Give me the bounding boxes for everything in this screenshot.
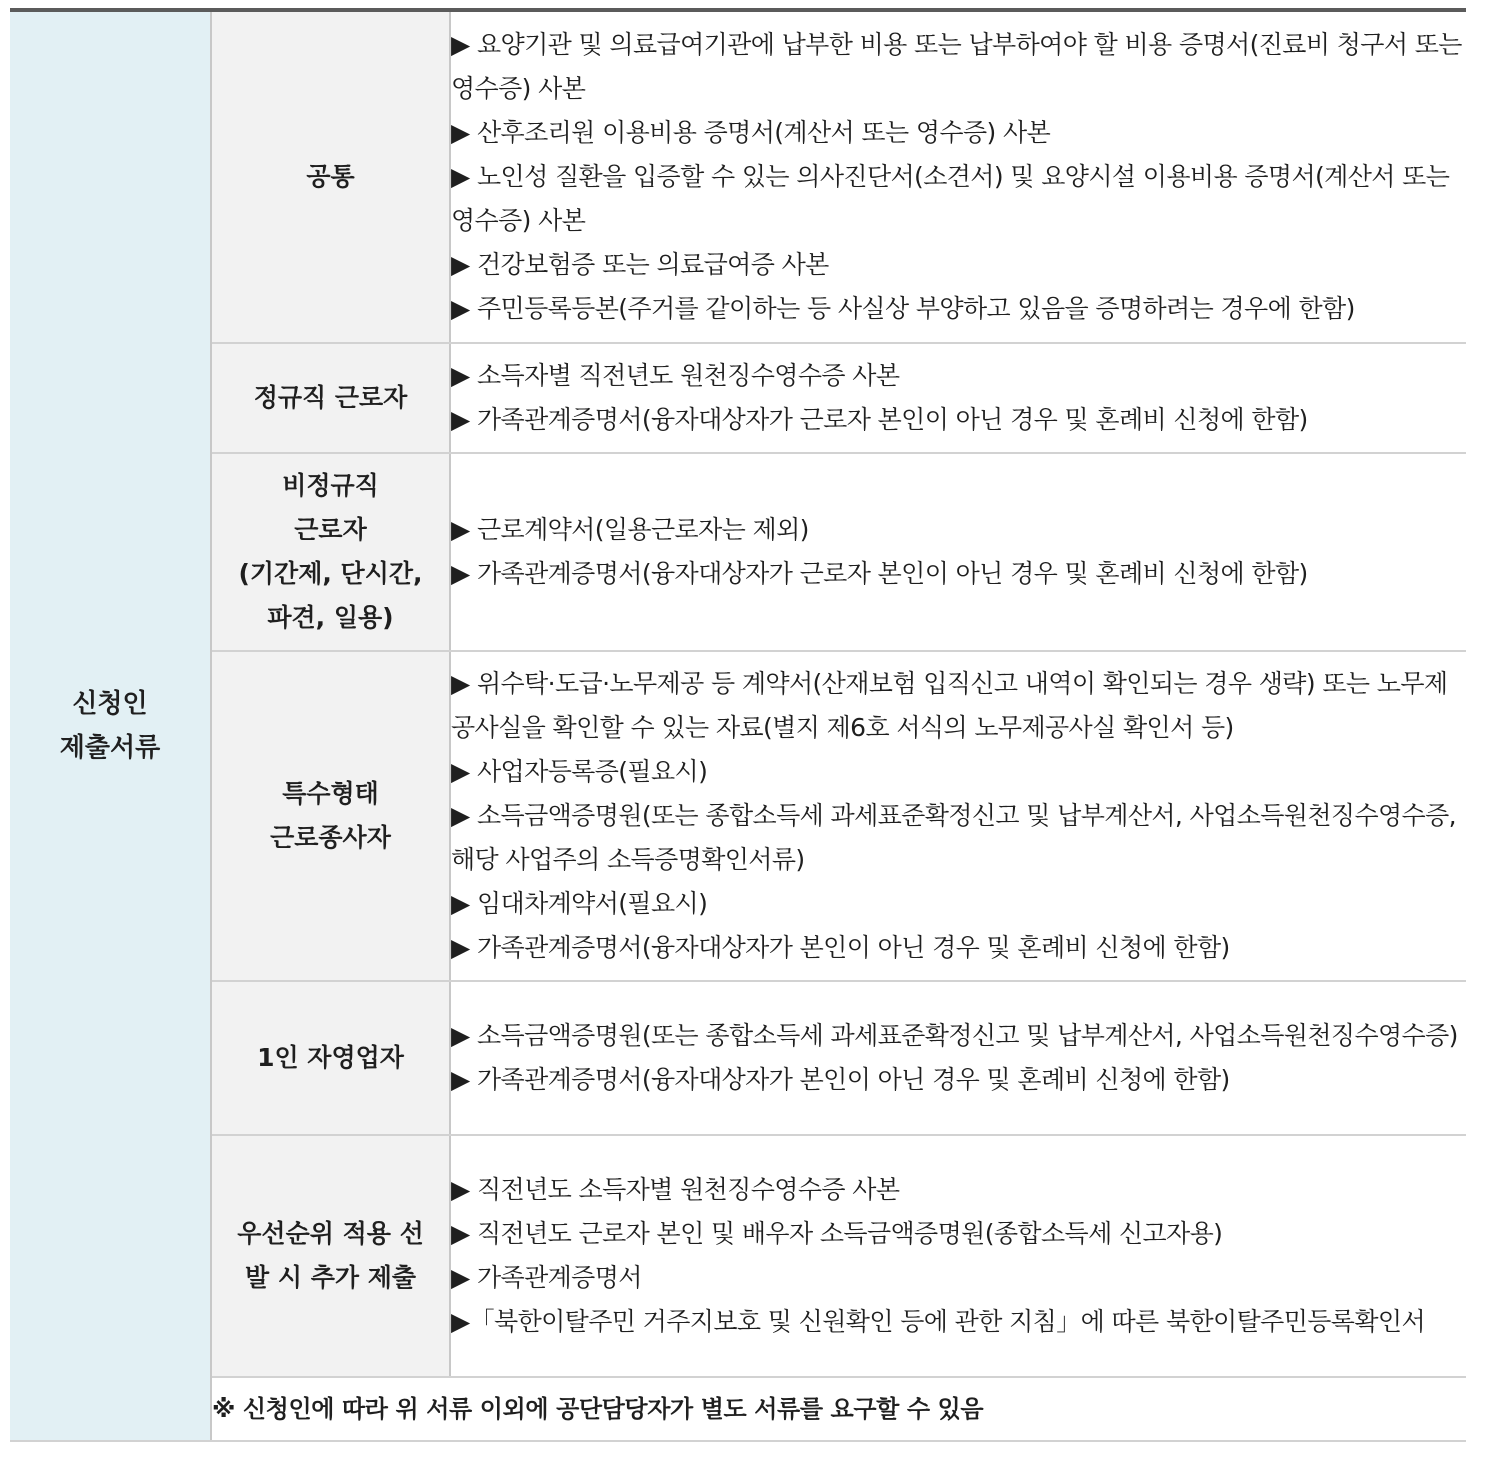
list-item: ▶ 위수탁·도급·노무제공 등 계약서(산재보험 입직신고 내역이 확인되는 경우 생략) 또는 노무제공사실을 확인할 수 있는 자료(별지 제6호 서식의 노무제공사실 확인서 등): [451, 669, 1448, 742]
list-item: ▶ 가족관계증명서(융자대상자가 본인이 아닌 경우 및 혼례비 신청에 한함): [451, 1065, 1230, 1094]
list-item: ▶ 가족관계증명서(융자대상자가 근로자 본인이 아닌 경우 및 혼례비 신청에 한함): [451, 405, 1308, 434]
document-list: [450, 651, 1466, 981]
category-label: 비정규직 근로자 (기간제, 단시간, 파견, 일용): [211, 453, 450, 651]
document-list: [450, 981, 1466, 1135]
required-documents-table: [10, 8, 1466, 1442]
list-item: ▶ 주민등록등본(주거를 같이하는 등 사실상 부양하고 있음을 증명하려는 경우에 한함): [451, 294, 1355, 323]
list-item: ▶ 직전년도 소득자별 원천징수영수증 사본: [451, 1175, 900, 1204]
table-row-special-employment: [10, 651, 1466, 981]
document-list: [450, 1135, 1466, 1377]
list-item: ▶ 소득금액증명원(또는 종합소득세 과세표준확정신고 및 납부계산서, 사업소득원천징수영수증): [451, 1021, 1458, 1050]
main-header-applicant-documents: 신청인 제출서류: [10, 10, 211, 1441]
document-list: [450, 10, 1466, 343]
list-item: ▶ 소득금액증명원(또는 종합소득세 과세표준확정신고 및 납부계산서, 사업소득원천징수영수증, 해당 사업주의 소득증명확인서류): [451, 801, 1457, 874]
table-row-regular-worker: [10, 343, 1466, 453]
document-list: [450, 343, 1466, 453]
list-item: ▶ 노인성 질환을 입증할 수 있는 의사진단서(소견서) 및 요양시설 이용비용 증명서(계산서 또는 영수증) 사본: [451, 162, 1450, 235]
list-item: ▶ 가족관계증명서: [451, 1263, 642, 1292]
document-table-wrapper: [10, 8, 1466, 1442]
list-item: ▶ 근로계약서(일용근로자는 제외): [451, 515, 809, 544]
table-row-nonregular-worker: [10, 453, 1466, 651]
document-list: [450, 453, 1466, 651]
list-item: ▶ 건강보험증 또는 의료급여증 사본: [451, 250, 829, 279]
list-item: ▶ 임대차계약서(필요시): [451, 889, 708, 918]
list-item: ▶「북한이탈주민 거주지보호 및 신원확인 등에 관한 지침」에 따른 북한이탈주민등록확인서: [451, 1307, 1426, 1336]
table-row-common: [10, 10, 1466, 343]
category-label: 정규직 근로자: [211, 343, 450, 453]
category-label: 우선순위 적용 선 발 시 추가 제출: [211, 1135, 450, 1377]
list-item: ▶ 산후조리원 이용비용 증명서(계산서 또는 영수증) 사본: [451, 118, 1051, 147]
list-item: ▶ 요양기관 및 의료급여기관에 납부한 비용 또는 납부하여야 할 비용 증명서(진료비 청구서 또는 영수증) 사본: [451, 30, 1462, 103]
table-row-self-employed: [10, 981, 1466, 1135]
list-item: ▶ 사업자등록증(필요시): [451, 757, 708, 786]
list-item: ▶ 가족관계증명서(융자대상자가 본인이 아닌 경우 및 혼례비 신청에 한함): [451, 933, 1230, 962]
category-label: 공통: [211, 10, 450, 343]
list-item: ▶ 직전년도 근로자 본인 및 배우자 소득금액증명원(종합소득세 신고자용): [451, 1219, 1223, 1248]
list-item: ▶ 가족관계증명서(융자대상자가 근로자 본인이 아닌 경우 및 혼례비 신청에 한함): [451, 559, 1308, 588]
table-row-note: [10, 1377, 1466, 1441]
table-row-priority-additional: [10, 1135, 1466, 1377]
footnote: ※ 신청인에 따라 위 서류 이외에 공단담당자가 별도 서류를 요구할 수 있음: [211, 1377, 1466, 1441]
list-item: ▶ 소득자별 직전년도 원천징수영수증 사본: [451, 361, 900, 390]
category-label: 특수형태 근로종사자: [211, 651, 450, 981]
category-label: 1인 자영업자: [211, 981, 450, 1135]
